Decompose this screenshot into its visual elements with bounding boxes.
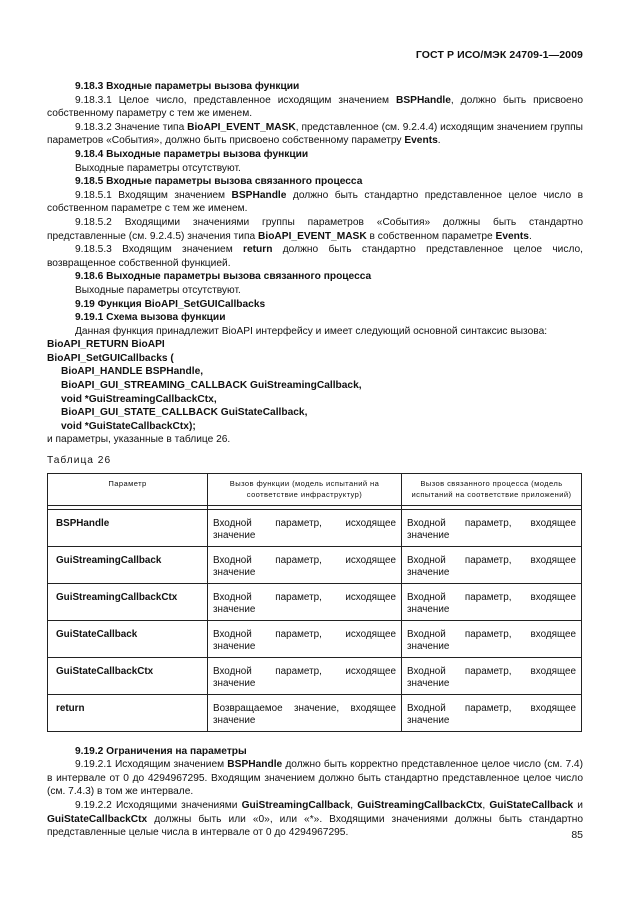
code-line: BioAPI_RETURN BioAPI [47, 339, 165, 351]
table-cell-linked-process: Входной параметр, входящее значение [402, 509, 582, 546]
table-cell-param: GuiStateCallback [48, 620, 208, 657]
table-cell-param: GuiStreamingCallbackCtx [48, 583, 208, 620]
page-number: 85 [571, 829, 583, 841]
table-cell-function-call: Входной параметр, исходящее значение [208, 509, 402, 546]
table-cell-function-call: Входной параметр, исходящее значение [208, 620, 402, 657]
paragraph-9-18-5-3: 9.18.5.3 Входящим значением return должно быть стандартно представленное целое число, возвращенное собственной функцией. [47, 244, 583, 269]
table-row [48, 620, 582, 657]
table-row [48, 694, 582, 731]
table-cell-linked-process: Входной параметр, входящее значение [402, 620, 582, 657]
table-header-cell: Вызов функции (модель испытаний на соответствие инфраструктур) [208, 473, 402, 505]
paragraph-9-18-4: Выходные параметры отсутствуют. [75, 162, 241, 174]
table-header-row [48, 473, 582, 505]
table-cell-param: return [48, 694, 208, 731]
table-cell-linked-process: Входной параметр, входящее значение [402, 546, 582, 583]
table-cell-param: GuiStateCallbackCtx [48, 657, 208, 694]
table-caption: Таблица 26 [47, 455, 112, 467]
table-cell-function-call: Входной параметр, исходящее значение [208, 657, 402, 694]
paragraph-9-19-2-2: 9.19.2.2 Исходящими значениями GuiStreamingCallback, GuiStreamingCallbackCtx, GuiStateCallback и GuiStateCallbackCtx должны быть или «0», или «*». Входящими значениями должны быть стандартно представленные целые числа в интервале от 0 до 4294967295. [47, 800, 583, 839]
table-row [48, 546, 582, 583]
heading-9-18-5: 9.18.5 Входные параметры вызова связанного процесса [75, 176, 363, 188]
table-cell-linked-process: Входной параметр, входящее значение [402, 657, 582, 694]
paragraph-9-18-6: Выходные параметры отсутствуют. [75, 284, 241, 296]
heading-9-19-1: 9.19.1 Схема вызова функции [75, 312, 226, 324]
document-header: ГОСТ Р ИСО/МЭК 24709-1—2009 [415, 49, 583, 61]
code-line: BioAPI_GUI_STATE_CALLBACK GuiStateCallback, [61, 407, 308, 419]
table-cell-param: GuiStreamingCallback [48, 546, 208, 583]
table-cell-linked-process: Входной параметр, входящее значение [402, 694, 582, 731]
table-header-cell: Параметр [48, 473, 208, 505]
table-row [48, 583, 582, 620]
code-line: BioAPI_HANDLE BSPHandle, [61, 366, 204, 378]
code-line: void *GuiStateCallbackCtx); [61, 420, 196, 432]
paragraph-9-18-3-2: 9.18.3.2 Значение типа BioAPI_EVENT_MASK, представленное (см. 9.2.4.4) исходящим значением группы параметров «События», должно быть присвоено собственному параметру Events. [47, 121, 583, 147]
parameters-table [47, 473, 582, 732]
table-cell-function-call: Входной параметр, исходящее значение [208, 546, 402, 583]
table-cell-param: BSPHandle [48, 509, 208, 546]
paragraph-9-19-1: Данная функция принадлежит BioAPI интерфейсу и имеет следующий основной синтаксис вызова: [75, 325, 548, 337]
table-row [48, 509, 582, 546]
heading-9-18-4: 9.18.4 Выходные параметры вызова функции [75, 148, 309, 160]
heading-9-19: 9.19 Функция BioAPI_SetGUICallbacks [75, 298, 266, 310]
code-line: BioAPI_GUI_STREAMING_CALLBACK GuiStreamingCallback, [61, 380, 362, 392]
heading-9-19-2: 9.19.2 Ограничения на параметры [75, 745, 247, 757]
paragraph-9-18-5-1: 9.18.5.1 Входящим значением BSPHandle должно быть стандартно представленное целое число в собственном параметре с тем же именем. [47, 189, 584, 215]
paragraph-9-19-2-1: 9.19.2.1 Исходящим значением BSPHandle должно быть корректно представленное целое число (см. 7.4) в интервале от 0 до 4294967295. Входящим значением должно быть стандартно представленное целое число (см. 7.4.3) в том же интервале. [47, 759, 583, 798]
paragraph-after-code: и параметры, указанные в таблице 26. [47, 434, 231, 446]
table-cell-function-call: Входной параметр, исходящее значение [208, 583, 402, 620]
code-line: BioAPI_SetGUICallbacks ( [47, 352, 174, 364]
page-content [47, 80, 583, 840]
table-header-cell: Вызов связанного процесса (модель испытаний на соответствие приложений) [402, 473, 582, 505]
table-cell-function-call: Возвращаемое значение, входящее значение [208, 694, 402, 731]
heading-9-18-3: 9.18.3 Входные параметры вызова функции [75, 81, 300, 92]
table-row [48, 657, 582, 694]
table-cell-linked-process: Входной параметр, входящее значение [402, 583, 582, 620]
paragraph-9-18-5-2: 9.18.5.2 Входящими значениями группы параметров «События» должны быть стандартно представленные (см. 9.2.4.5) значения типа BioAPI_EVENT_MASK в собственном параметре Events. [47, 216, 583, 242]
heading-9-18-6: 9.18.6 Выходные параметры вызова связанного процесса [75, 271, 372, 283]
code-line: void *GuiStreamingCallbackCtx, [61, 393, 217, 405]
paragraph-9-18-3-1: 9.18.3.1 Целое число, представленное исходящим значением BSPHandle, должно быть присвоено собственному параметру с тем же именем. [47, 94, 583, 120]
